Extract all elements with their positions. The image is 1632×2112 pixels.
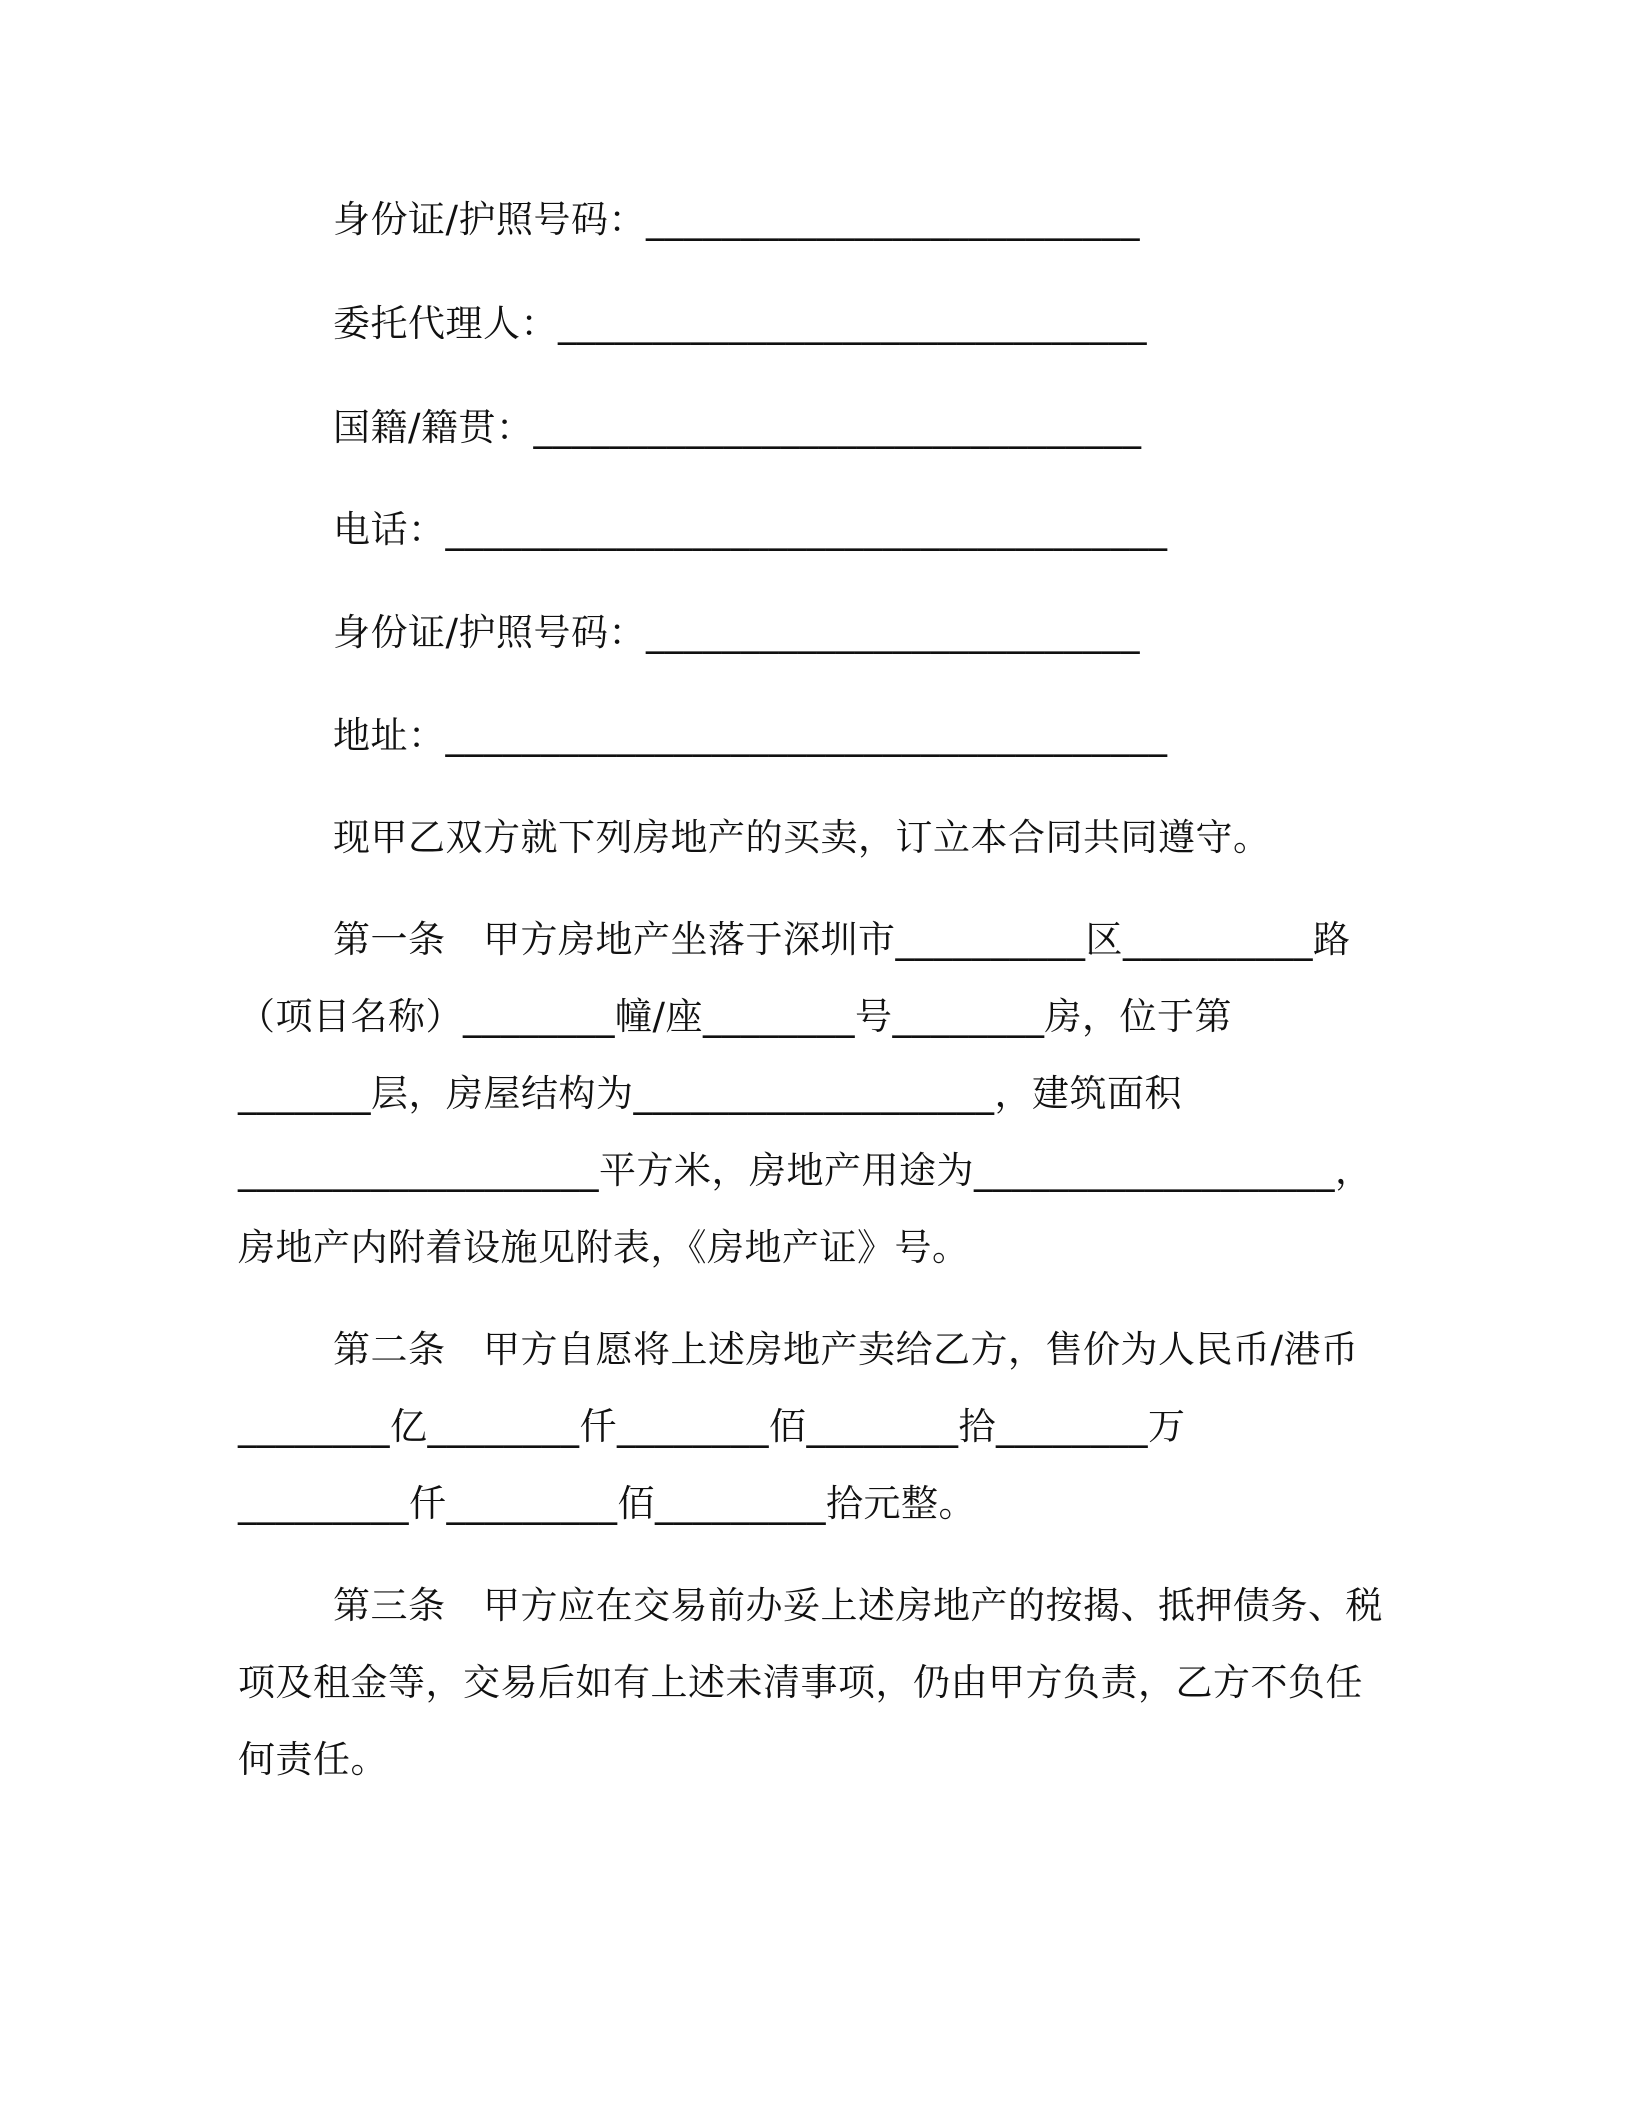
article1-line-4: ___________________平方米，房地产用途为___________________， <box>238 1149 1373 1192</box>
article1-line-5: 房地产内附着设施见附表，《房地产证》号。 <box>238 1226 970 1269</box>
article2-line-2: ________亿________仟________佰________拾________万 <box>238 1405 1186 1448</box>
nationality-field: 国籍/籍贯：________________________________ <box>333 406 1142 449</box>
article1-line-1: 第一条 甲方房地产坐落于深圳市__________区__________路 <box>333 918 1351 961</box>
article2-line-1: 第二条 甲方自愿将上述房地产卖给乙方，售价为人民币/港币 <box>333 1328 1359 1371</box>
article1-line-3: _______层，房屋结构为___________________，建筑面积 <box>238 1072 1182 1115</box>
article3-line-1: 第三条 甲方应在交易前办妥上述房地产的按揭、抵押债务、税 <box>333 1584 1383 1627</box>
id-passport-field-1: 身份证/护照号码：__________________________ <box>333 198 1140 241</box>
article3-line-3: 何责任。 <box>238 1738 388 1781</box>
id-passport-field-2: 身份证/护照号码：__________________________ <box>333 611 1140 654</box>
article3-line-2: 项及租金等，交易后如有上述未清事项，仍由甲方负责，乙方不负任 <box>238 1661 1363 1704</box>
phone-field: 电话：______________________________________ <box>333 508 1168 551</box>
article2-line-3: _________仟_________佰_________拾元整。 <box>238 1482 976 1525</box>
article1-line-2: （项目名称）________幢/座________号________房，位于第 <box>238 995 1232 1038</box>
address-field: 地址：______________________________________ <box>333 714 1168 757</box>
agent-field: 委托代理人：_______________________________ <box>333 302 1147 345</box>
intro-paragraph: 现甲乙双方就下列房地产的买卖，订立本合同共同遵守。 <box>333 816 1271 859</box>
